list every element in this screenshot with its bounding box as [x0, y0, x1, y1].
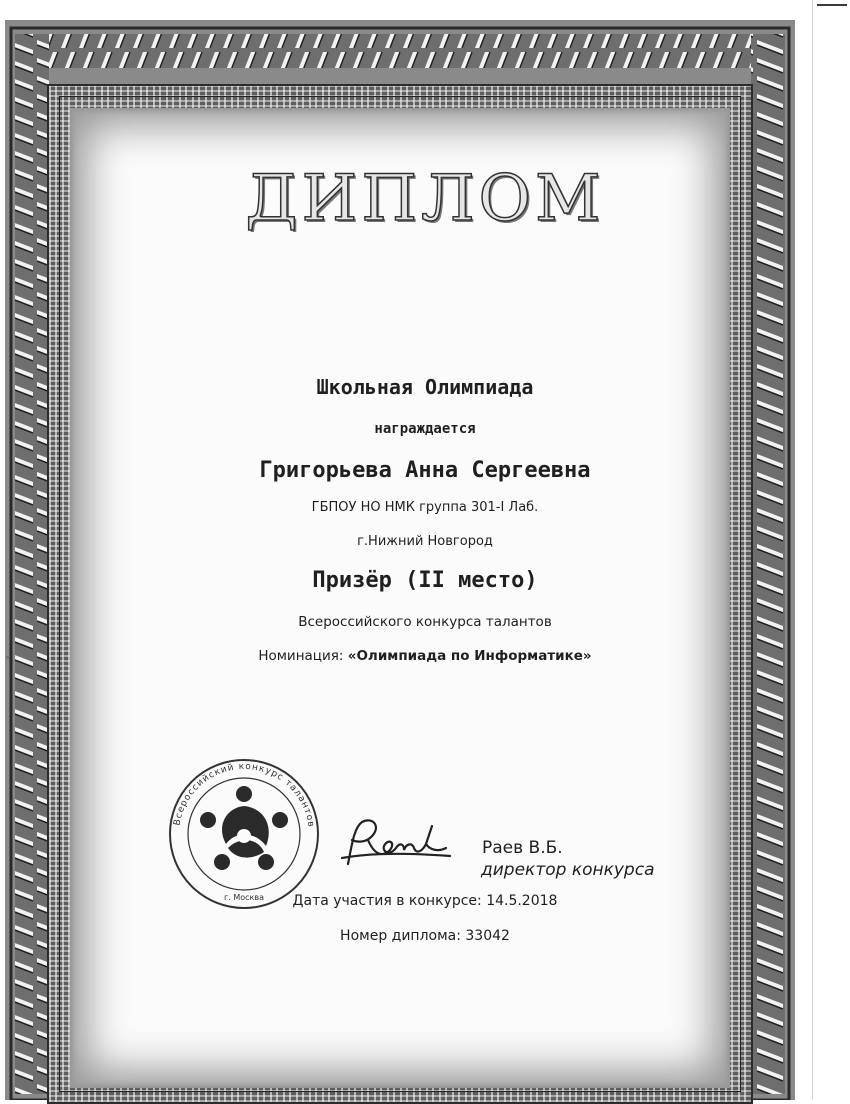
diploma-title: ДИПЛОМ	[245, 162, 605, 236]
organization: ГБПОУ НО НМК группа 301-I Лаб.	[311, 500, 539, 515]
recipient-name: Григорьева Анна Сергеевна	[259, 458, 591, 483]
director-signature-icon	[334, 814, 454, 874]
participation-date: Дата участия в конкурсе: 14.5.2018	[292, 893, 558, 909]
nomination-label: Номинация:	[258, 648, 344, 664]
nomination	[0, 648, 850, 664]
seal-ring-text: Всероссийский конкурс талантов	[172, 761, 316, 829]
awarded-label: награждается	[374, 421, 476, 437]
olympiad-name: Школьная Олимпиада	[316, 375, 534, 399]
nomination-value: «Олимпиада по Информатике»	[347, 648, 592, 664]
diploma-number: Номер диплома: 33042	[340, 928, 510, 944]
contest-name: Всероссийского конкурса талантов	[298, 614, 552, 630]
scan-speck	[6, 656, 9, 659]
city: г.Нижний Новгород	[357, 534, 493, 549]
seal-city-text: г. Москва	[224, 893, 264, 902]
director-name: Раев В.Б.	[482, 838, 563, 858]
contest-seal-icon	[166, 756, 322, 912]
director-role: директор конкурса	[481, 860, 655, 880]
place-award: Призёр (II место)	[312, 568, 538, 593]
five-figures-emblem	[200, 786, 288, 870]
